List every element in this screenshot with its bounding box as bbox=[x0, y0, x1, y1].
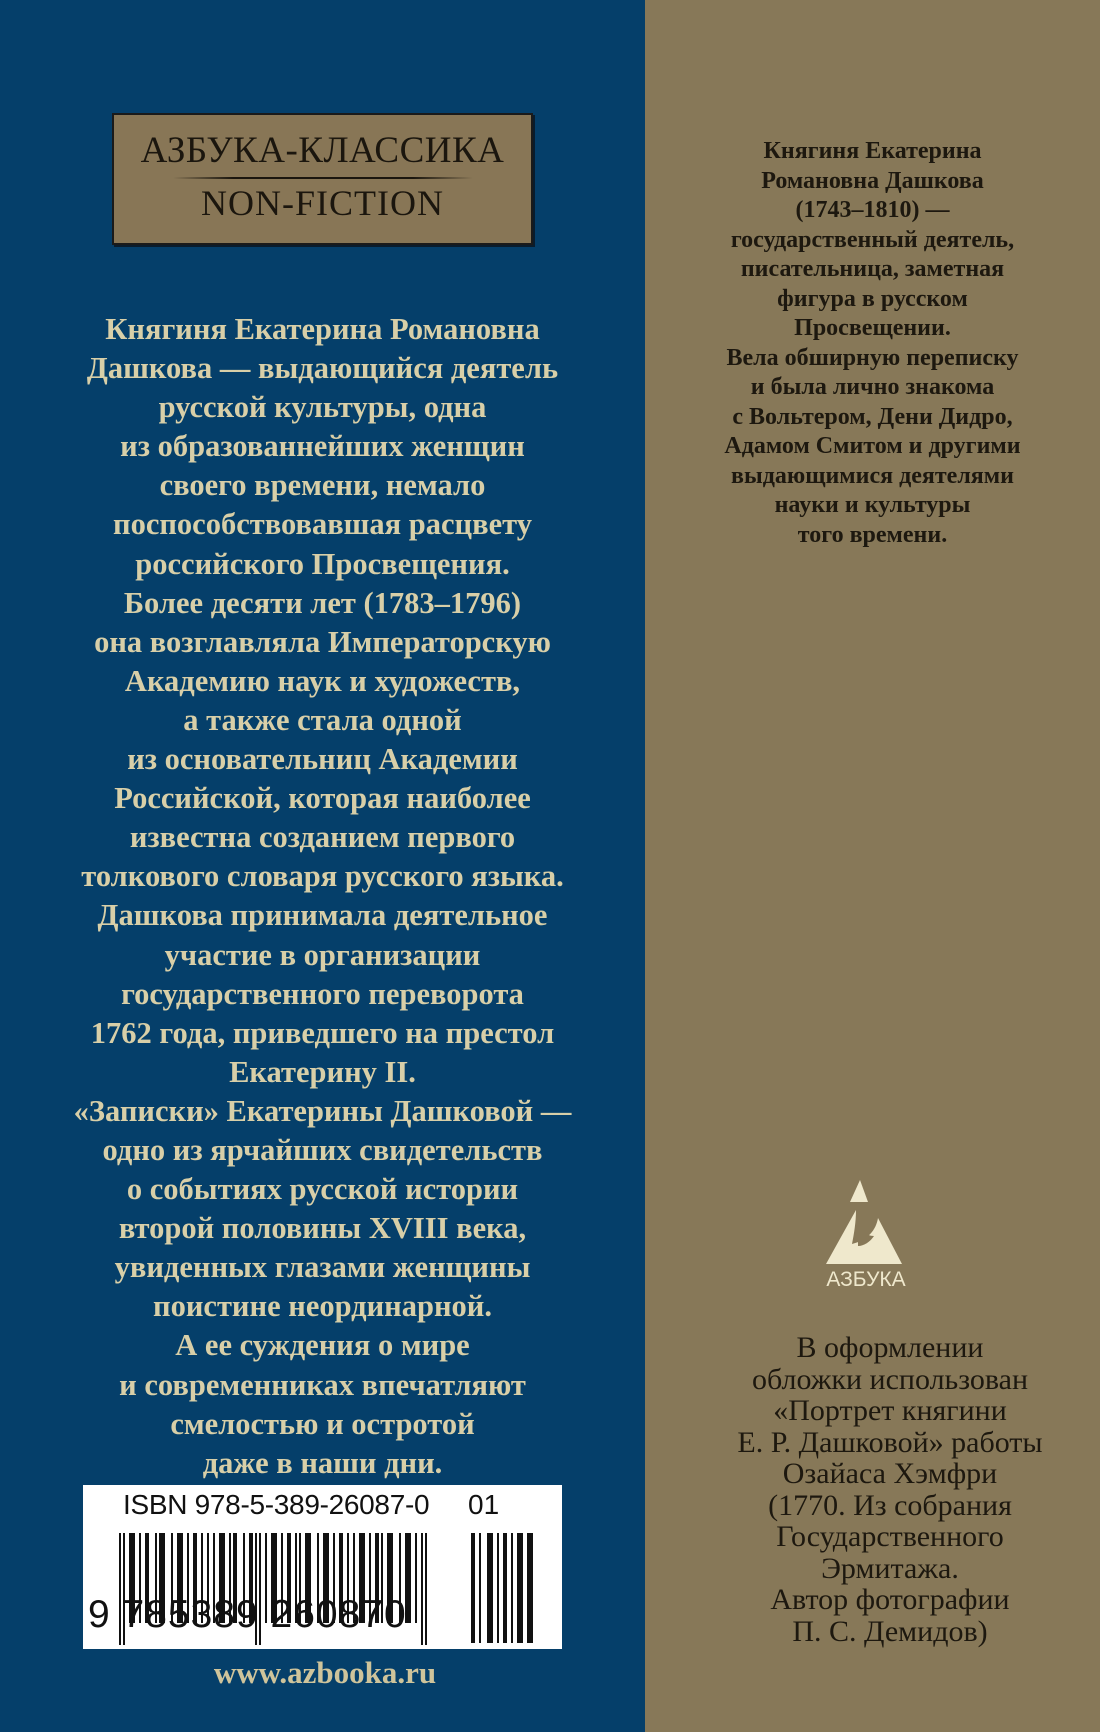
bio-line: (1743–1810) — bbox=[795, 197, 950, 223]
credits-line: Государственного bbox=[776, 1520, 1004, 1553]
annotation-line: Более десяти лет (1783–1796) bbox=[123, 585, 522, 620]
barcode-digits: 9 785389 260870 bbox=[88, 1593, 407, 1636]
cover-credits bbox=[680, 1332, 1100, 1647]
annotation-line: своего времени, немало bbox=[159, 468, 486, 503]
annotation-line: Екатерину II. bbox=[229, 1054, 416, 1089]
bio-line: Вела обширную переписку bbox=[726, 344, 1019, 371]
bio-line: Романовна Дашкова bbox=[761, 167, 984, 194]
author-bio bbox=[660, 137, 1085, 550]
book-annotation bbox=[40, 310, 605, 1483]
annotation-line: смелостью и остротой bbox=[170, 1406, 475, 1441]
annotation-line: увиденных глазами женщины bbox=[114, 1250, 531, 1285]
publisher-logo-label: АЗБУКА bbox=[826, 1268, 906, 1288]
annotation-line: известна созданием первого bbox=[129, 820, 516, 855]
annotation-line: российского Просвещения. bbox=[135, 546, 510, 581]
annotation-line: государственного переворота bbox=[121, 976, 524, 1011]
isbn-number: ISBN 978-5-389-26087-0 bbox=[123, 1489, 430, 1520]
credits-line: Е. Р. Дашковой» работы bbox=[737, 1425, 1043, 1459]
bio-line: Княгиня Екатерина bbox=[763, 138, 982, 164]
credits-line: Озайаса Хэмфри bbox=[782, 1457, 998, 1490]
bio-line: науки и культуры bbox=[774, 492, 971, 518]
annotation-line: а также стала одной bbox=[183, 702, 462, 737]
annotation-line: 1762 года, приведшего на престол bbox=[90, 1015, 555, 1050]
annotation-line: толкового словаря русского языка. bbox=[81, 859, 564, 894]
annotation-line: «Записки» Екатерины Дашковой — bbox=[73, 1093, 572, 1128]
credits-line: «Портрет княгини bbox=[773, 1394, 1007, 1427]
annotation-line: из образованнейших женщин bbox=[120, 429, 525, 464]
bio-line: государственный деятель, bbox=[730, 226, 1015, 253]
annotation-line: второй половины XVIII века, bbox=[118, 1211, 527, 1246]
isbn-barcode bbox=[83, 1485, 562, 1649]
credits-line: Автор фотографии bbox=[770, 1583, 1010, 1616]
bio-line: с Вольтером, Дени Дидро, bbox=[732, 403, 1013, 430]
azbuka-triangle-logo-icon bbox=[820, 1178, 930, 1288]
publisher-logo bbox=[820, 1178, 930, 1288]
series-subtitle: NON-FICTION bbox=[201, 183, 444, 223]
annotation-line: поистине неординарной. bbox=[153, 1289, 492, 1324]
annotation-line: А ее суждения о мире bbox=[175, 1328, 470, 1363]
annotation-line: участие в организации bbox=[164, 937, 481, 972]
annotation-line: о событиях русской истории bbox=[126, 1172, 519, 1207]
annotation-line: она возглавляла Императорскую bbox=[94, 624, 551, 659]
publisher-website[interactable]: www.azbooka.ru bbox=[213, 1655, 437, 1690]
credits-line: Эрмитажа. bbox=[821, 1551, 959, 1585]
bio-line: выдающимися деятелями bbox=[731, 462, 1014, 489]
barcode-addon: 01 bbox=[468, 1489, 500, 1520]
bio-line: и была лично знакома bbox=[750, 374, 995, 400]
credits-line: (1770. Из собрания bbox=[768, 1488, 1012, 1522]
annotation-line: из основательниц Академии bbox=[127, 742, 518, 777]
annotation-line: Княгиня Екатерина Романовна bbox=[105, 312, 540, 346]
annotation-line: Академию наук и художеств, bbox=[124, 663, 521, 698]
series-label-box bbox=[112, 113, 533, 245]
annotation-line: русской культуры, одна bbox=[158, 390, 487, 425]
credits-line: обложки использован bbox=[751, 1362, 1029, 1396]
bio-line: фигура в русском bbox=[777, 285, 968, 312]
annotation-line: поспособствовавшая расцвету bbox=[113, 507, 532, 542]
annotation-line: и современниках впечатляют bbox=[119, 1367, 526, 1402]
annotation-line: Дашкова принимала деятельное bbox=[97, 898, 548, 933]
annotation-line: Дашкова — выдающийся деятель bbox=[86, 351, 559, 386]
bio-line: писательница, заметная bbox=[740, 256, 1005, 282]
series-divider bbox=[173, 177, 473, 179]
annotation-line: одно из ярчайших свидетельств bbox=[102, 1132, 543, 1167]
bio-line: того времени. bbox=[797, 521, 948, 548]
annotation-line: даже в наши дни. bbox=[202, 1445, 443, 1480]
credits-line: П. С. Демидов) bbox=[792, 1614, 988, 1648]
bio-line: Адамом Смитом и другими bbox=[724, 433, 1021, 459]
credits-line: В оформлении bbox=[796, 1331, 984, 1364]
annotation-line: Российской, которая наиболее bbox=[114, 781, 531, 816]
series-title: АЗБУКА-КЛАССИКА bbox=[140, 130, 505, 171]
bio-line: Просвещении. bbox=[794, 315, 951, 341]
